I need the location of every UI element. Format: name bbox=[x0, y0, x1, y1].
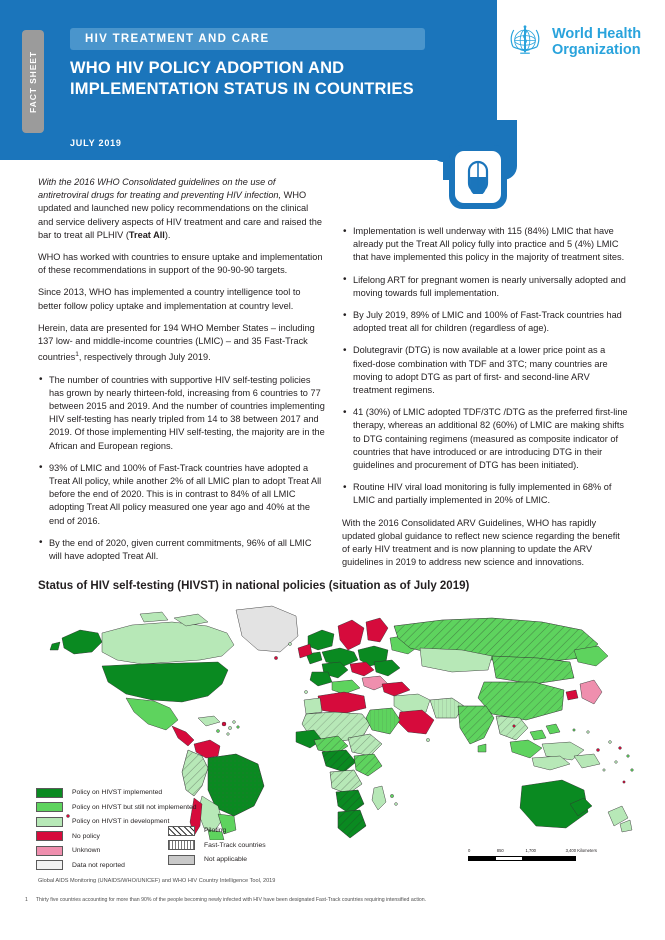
legend-label: Policy on HIVST but still not implemented bbox=[72, 803, 197, 811]
body-columns bbox=[0, 176, 665, 566]
text-run: Herein, data are presented for 194 WHO Member States – including 137 low- and middle-income countries (LMIC) – and 35 Fast-Track countries bbox=[38, 322, 315, 363]
legend-label: Fast-Track countries bbox=[204, 841, 266, 849]
who-logo-line-2: Organization bbox=[552, 42, 641, 58]
left-paragraph bbox=[38, 286, 326, 312]
legend-swatch bbox=[36, 802, 63, 812]
publication-date: JULY 2019 bbox=[70, 138, 122, 148]
page-title-line-1: WHO HIV POLICY ADOPTION AND bbox=[70, 59, 345, 77]
map-scale-bar bbox=[468, 848, 597, 861]
legend-label: Policy on HIVST in development bbox=[72, 818, 170, 825]
legend-swatch bbox=[168, 826, 195, 836]
legend-item bbox=[168, 853, 368, 866]
left-bullet-item: • 93% of LMIC and 100% of Fast-Track countries have adopted a Treat All policy, while another 2% of all LMIC plan to adopt Treat All before the end of 2020. This is in contrast to 84% of all LMIC adopting Treat All policy measured one year ago and 40% at the end of 2016. bbox=[38, 462, 326, 528]
right-bullet-item: • By July 2019, 89% of LMIC and 100% of Fast-Track countries had adopted treat all for children (regardless of age). bbox=[342, 309, 630, 335]
text-run: 1 bbox=[75, 351, 79, 359]
legend-swatch bbox=[168, 840, 195, 850]
legend-swatch bbox=[36, 817, 63, 827]
who-emblem-icon bbox=[505, 22, 545, 62]
data-source-line: Global AIDS Monitoring (UNAIDS/WHO/UNICEF) and WHO HIV Country Intelligence Tool, 2019 bbox=[38, 878, 276, 884]
text-run: WHO updated and launched new policy recommendations on the clinical and service delivery aspects of HIV treatment and care and raised the bar to treat all PLHIV ( bbox=[38, 190, 322, 240]
text-run: WHO has worked with countries to ensure uptake and implementation of these recommendations in support of the 90-90-90 targets. bbox=[38, 252, 323, 276]
left-paragraph bbox=[38, 251, 326, 277]
left-paragraph bbox=[38, 322, 326, 365]
legend-swatch bbox=[36, 860, 63, 870]
scale-tick-label: 1,700 bbox=[525, 848, 536, 853]
right-bullet-item: • Routine HIV viral load monitoring is fully implemented in 68% of LMIC and partially implemented in 20% of LMIC. bbox=[342, 481, 630, 507]
header-kicker-label: HIV TREATMENT AND CARE bbox=[85, 33, 270, 45]
right-bullet-item: • 41 (30%) of LMIC adopted TDF/3TC /DTG as the preferred first-line therapy, whereas an additional 82 (60%) of LMIC are making shifts to DTG containing regimens (measured as composite indicator of countries that have introduced or are introducing DTG in their guidelines and procurement of DTG has been initiated). bbox=[342, 406, 630, 472]
left-column bbox=[38, 176, 326, 572]
legend-swatch bbox=[36, 788, 63, 798]
header-kicker-bar bbox=[70, 28, 425, 50]
page-title-line-2: IMPLEMENTATION STATUS IN COUNTRIES bbox=[70, 80, 414, 98]
legend-label: Piloting bbox=[204, 827, 227, 834]
map-legend-secondary bbox=[168, 824, 368, 868]
legend-item bbox=[168, 839, 368, 852]
right-bullet-item: • Lifelong ART for pregnant women is nearly universally adopted and moving towards full implementation. bbox=[342, 274, 630, 300]
map-scale-segments bbox=[468, 856, 576, 861]
page-header bbox=[0, 0, 665, 160]
text-run: Treat All bbox=[128, 229, 165, 240]
legend-item bbox=[168, 824, 368, 837]
legend-label: No policy bbox=[72, 832, 100, 840]
legend-label: Unknown bbox=[72, 847, 101, 854]
left-paragraph bbox=[38, 176, 326, 242]
legend-label: Policy on HIVST implemented bbox=[72, 789, 163, 796]
left-bullet-item: • The number of countries with supportive HIV self-testing policies has grown by nearly thirteen-fold, increasing from 6 countries to 77 between 2015 and 2019. And the number of countries implementing HIV self-testing has nearly tripled from 14 to 38 between 2017 and 2019. Of those implementing HIV self-testing, the majority are in the African and European regions. bbox=[38, 374, 326, 453]
right-column bbox=[342, 225, 630, 578]
legend-swatch bbox=[36, 831, 63, 841]
right-column-closing-paragraph: With the 2016 Consolidated ARV Guidelines, WHO has rapidly updated global guidance to reflect new science regarding the benefit of early HIV treatment and is now planning to update the ARV guidelines in 2019 to address new science and innovations. bbox=[342, 517, 620, 568]
legend-swatch bbox=[168, 855, 195, 865]
fact-sheet-tab bbox=[22, 30, 44, 133]
header-blue-extension bbox=[443, 0, 497, 140]
footnote-text: Thirty five countries accounting for more than 90% of the people becoming newly infected with HIV have been designated Fast-Track countries requiring intensified action. bbox=[35, 897, 427, 903]
left-bullet-item: • By the end of 2020, given current commitments, 96% of all LMIC will have adopted Treat All. bbox=[38, 537, 326, 563]
left-column-paragraphs bbox=[38, 176, 326, 365]
text-run: With the 2016 WHO Consolidated guidelines on the use of antiretroviral drugs for treating and preventing HIV infection, bbox=[38, 177, 282, 201]
left-column-bullet-list bbox=[38, 374, 326, 564]
who-logo-line-1: World Health bbox=[552, 26, 642, 42]
text-run: ). bbox=[164, 229, 171, 240]
who-logo-text bbox=[552, 26, 641, 58]
scale-tick-label: 3,400 Kilometers bbox=[565, 848, 597, 853]
scale-tick-label: 850 bbox=[496, 848, 504, 853]
right-bullet-item: • Dolutegravir (DTG) is now available at a lower price point as a fixed-dose combination with TDF and 3TC; many countries are moving to adopt DTG as part of first- and second-line ARV treatment regimens. bbox=[342, 344, 630, 397]
legend-item bbox=[36, 801, 336, 814]
footnote-number: 1 bbox=[25, 897, 28, 903]
text-run: Since 2013, WHO has implemented a country intelligence tool to better follow policy uptake and implementation at country level. bbox=[38, 287, 301, 311]
legend-swatch bbox=[36, 846, 63, 856]
right-column-bullet-list bbox=[342, 225, 630, 508]
who-logo bbox=[505, 22, 641, 62]
text-run: , respectively through July 2019. bbox=[78, 352, 211, 363]
legend-item bbox=[36, 786, 336, 799]
scale-tick-label: 0 bbox=[468, 848, 471, 853]
legend-label: Data not reported bbox=[72, 861, 125, 869]
footnote bbox=[25, 897, 640, 903]
map-title: Status of HIV self-testing (HIVST) in national policies (situation as of July 2019) bbox=[38, 580, 470, 592]
page-title bbox=[70, 58, 430, 100]
legend-label: Not applicable bbox=[204, 856, 248, 863]
fact-sheet-tab-label: FACT SHEET bbox=[28, 50, 38, 113]
map-scale-tick-labels bbox=[468, 848, 597, 856]
right-bullet-item: • Implementation is well underway with 115 (84%) LMIC that have already put the Treat All policy fully into practice and 5 (4%) LMIC that have implemented this policy in the majority of treatment sites. bbox=[342, 225, 630, 265]
